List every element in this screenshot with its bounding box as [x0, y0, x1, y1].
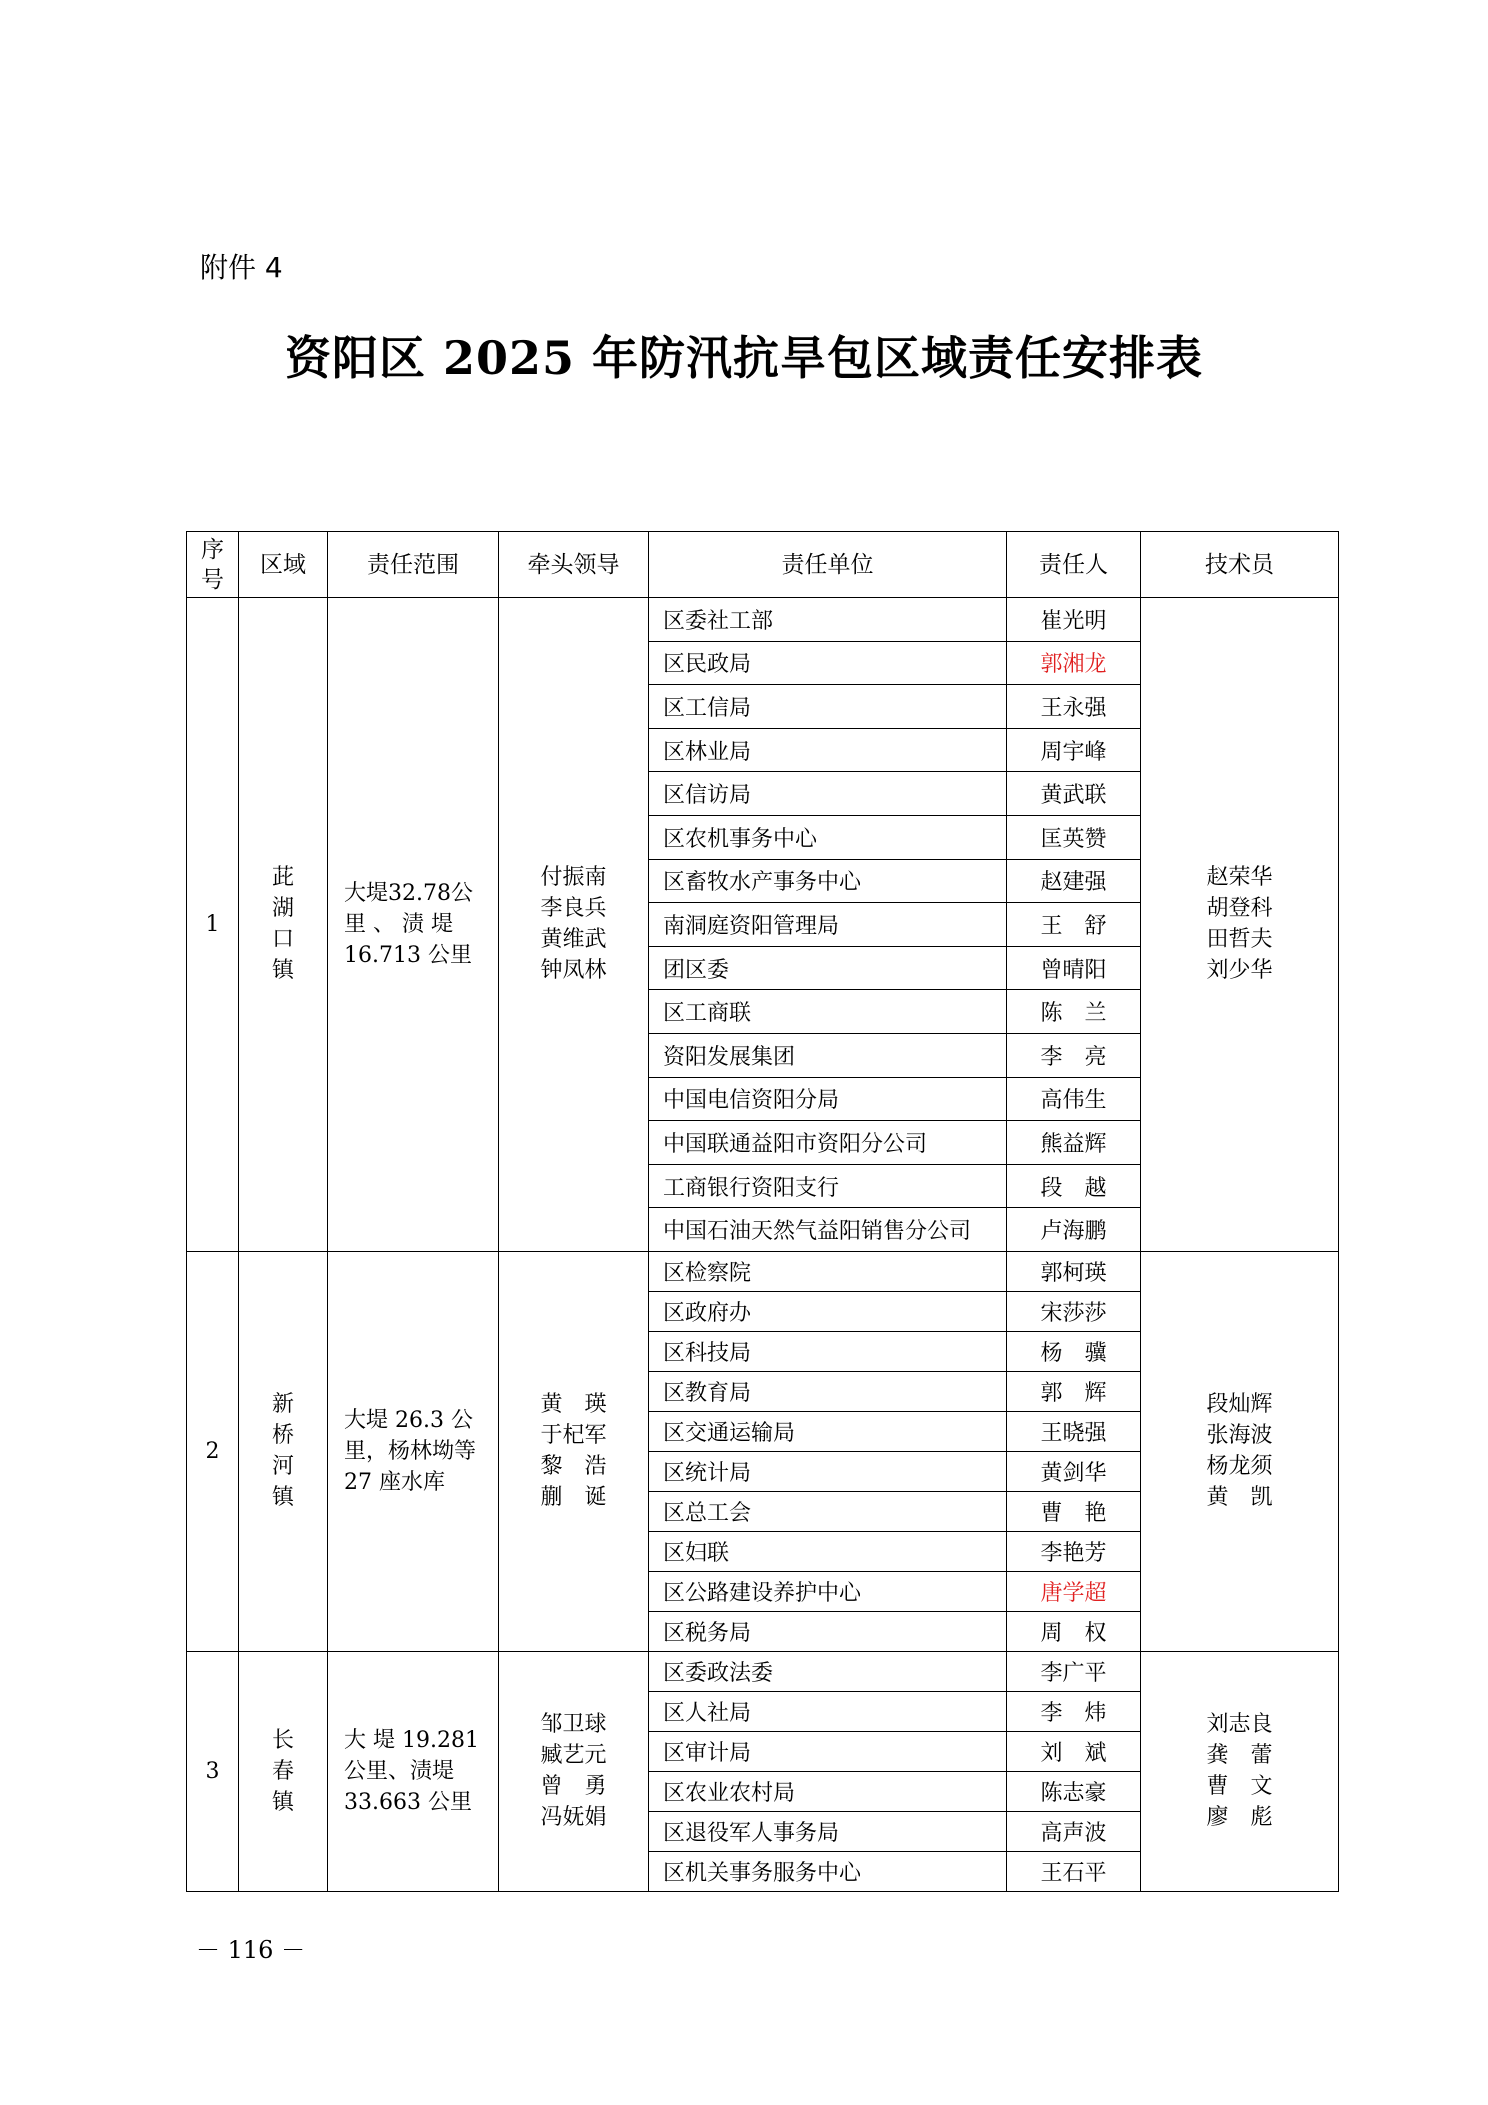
- unit-cell: 区税务局: [649, 1611, 1007, 1651]
- header-unit: 责任单位: [649, 532, 1007, 598]
- person-cell: 李 炜: [1007, 1691, 1141, 1731]
- leaders-cell: 付振南 李良兵 黄维武 钟凤林: [499, 598, 649, 1252]
- tech-cell: 赵荣华 胡登科 田哲夫 刘少华: [1141, 598, 1339, 1252]
- table-row: [187, 1651, 1339, 1691]
- person-cell: 匡英赞: [1007, 815, 1141, 859]
- person-cell: 段 越: [1007, 1164, 1141, 1208]
- unit-cell: 资阳发展集团: [649, 1033, 1007, 1077]
- table-row: [187, 598, 1339, 642]
- unit-cell: 团区委: [649, 946, 1007, 990]
- person-cell: 宋莎莎: [1007, 1291, 1141, 1331]
- unit-cell: 区林业局: [649, 728, 1007, 772]
- unit-cell: 区委政法委: [649, 1651, 1007, 1691]
- header-area: 区域: [239, 532, 328, 598]
- area-cell: 茈 湖 口 镇: [239, 598, 328, 1252]
- person-cell: 曾晴阳: [1007, 946, 1141, 990]
- unit-cell: 区委社工部: [649, 598, 1007, 642]
- person-cell: 王永强: [1007, 685, 1141, 729]
- header-tech: 技术员: [1141, 532, 1339, 598]
- person-cell: 黄剑华: [1007, 1451, 1141, 1491]
- leaders-cell: 邹卫球 臧艺元 曾 勇 冯妩娟: [499, 1651, 649, 1891]
- person-cell: 杨 骥: [1007, 1331, 1141, 1371]
- header-scope: 责任范围: [328, 532, 499, 598]
- responsibility-table: [186, 531, 1339, 1892]
- unit-cell: 中国联通益阳市资阳分公司: [649, 1121, 1007, 1165]
- person-cell: 唐学超: [1007, 1571, 1141, 1611]
- unit-cell: 区退役军人事务局: [649, 1811, 1007, 1851]
- person-cell: 曹 艳: [1007, 1491, 1141, 1531]
- unit-cell: 区交通运输局: [649, 1411, 1007, 1451]
- person-cell: 卢海鹏: [1007, 1208, 1141, 1252]
- tech-cell: 刘志良 龚 蕾 曹 文 廖 彪: [1141, 1651, 1339, 1891]
- person-cell: 高伟生: [1007, 1077, 1141, 1121]
- unit-cell: 区公路建设养护中心: [649, 1571, 1007, 1611]
- person-cell: 黄武联: [1007, 772, 1141, 816]
- unit-cell: 区民政局: [649, 641, 1007, 685]
- unit-cell: 区工信局: [649, 685, 1007, 729]
- unit-cell: 区统计局: [649, 1451, 1007, 1491]
- tech-cell: 段灿辉 张海波 杨龙须 黄 凯: [1141, 1251, 1339, 1651]
- table-header-row: [187, 532, 1339, 598]
- document-title: 资阳区 2025 年防汛抗旱包区域责任安排表: [284, 331, 1204, 385]
- person-cell: 赵建强: [1007, 859, 1141, 903]
- area-cell: 长 春 镇: [239, 1651, 328, 1891]
- header-leaders: 牵头领导: [499, 532, 649, 598]
- person-cell: 李广平: [1007, 1651, 1141, 1691]
- person-cell: 王石平: [1007, 1851, 1141, 1891]
- unit-cell: 区教育局: [649, 1371, 1007, 1411]
- person-cell: 郭柯瑛: [1007, 1251, 1141, 1291]
- unit-cell: 区检察院: [649, 1251, 1007, 1291]
- person-cell: 周 权: [1007, 1611, 1141, 1651]
- area-cell: 新 桥 河 镇: [239, 1251, 328, 1651]
- unit-cell: 区审计局: [649, 1731, 1007, 1771]
- attachment-label: 附件 4: [200, 251, 283, 284]
- person-cell: 刘 斌: [1007, 1731, 1141, 1771]
- person-cell: 李 亮: [1007, 1033, 1141, 1077]
- person-cell: 崔光明: [1007, 598, 1141, 642]
- unit-cell: 区农业农村局: [649, 1771, 1007, 1811]
- unit-cell: 区总工会: [649, 1491, 1007, 1531]
- person-cell: 王晓强: [1007, 1411, 1141, 1451]
- person-cell: 周宇峰: [1007, 728, 1141, 772]
- unit-cell: 区信访局: [649, 772, 1007, 816]
- person-cell: 郭 辉: [1007, 1371, 1141, 1411]
- unit-cell: 中国石油天然气益阳销售分公司: [649, 1208, 1007, 1252]
- seq-cell: 2: [187, 1251, 239, 1651]
- page-number: － 116 －: [196, 1936, 306, 1964]
- scope-cell: 大堤32.78公 里 、 渍 堤 16.713 公里: [328, 598, 499, 1252]
- table-row: [187, 1251, 1339, 1291]
- person-cell: 高声波: [1007, 1811, 1141, 1851]
- unit-cell: 工商银行资阳支行: [649, 1164, 1007, 1208]
- seq-cell: 3: [187, 1651, 239, 1891]
- person-cell: 郭湘龙: [1007, 641, 1141, 685]
- unit-cell: 区畜牧水产事务中心: [649, 859, 1007, 903]
- person-cell: 陈志豪: [1007, 1771, 1141, 1811]
- header-seq: 序 号: [187, 532, 239, 598]
- unit-cell: 区机关事务服务中心: [649, 1851, 1007, 1891]
- person-cell: 王 舒: [1007, 903, 1141, 947]
- unit-cell: 区农机事务中心: [649, 815, 1007, 859]
- person-cell: 李艳芳: [1007, 1531, 1141, 1571]
- unit-cell: 区妇联: [649, 1531, 1007, 1571]
- scope-cell: 大堤 26.3 公 里，杨林坳等 27 座水库: [328, 1251, 499, 1651]
- person-cell: 陈 兰: [1007, 990, 1141, 1034]
- unit-cell: 区科技局: [649, 1331, 1007, 1371]
- header-person: 责任人: [1007, 532, 1141, 598]
- unit-cell: 区工商联: [649, 990, 1007, 1034]
- unit-cell: 区人社局: [649, 1691, 1007, 1731]
- unit-cell: 中国电信资阳分局: [649, 1077, 1007, 1121]
- scope-cell: 大 堤 19.281 公里、渍堤 33.663 公里: [328, 1651, 499, 1891]
- person-cell: 熊益辉: [1007, 1121, 1141, 1165]
- unit-cell: 南洞庭资阳管理局: [649, 903, 1007, 947]
- unit-cell: 区政府办: [649, 1291, 1007, 1331]
- leaders-cell: 黄 瑛 于杞军 黎 浩 蒯 诞: [499, 1251, 649, 1651]
- seq-cell: 1: [187, 598, 239, 1252]
